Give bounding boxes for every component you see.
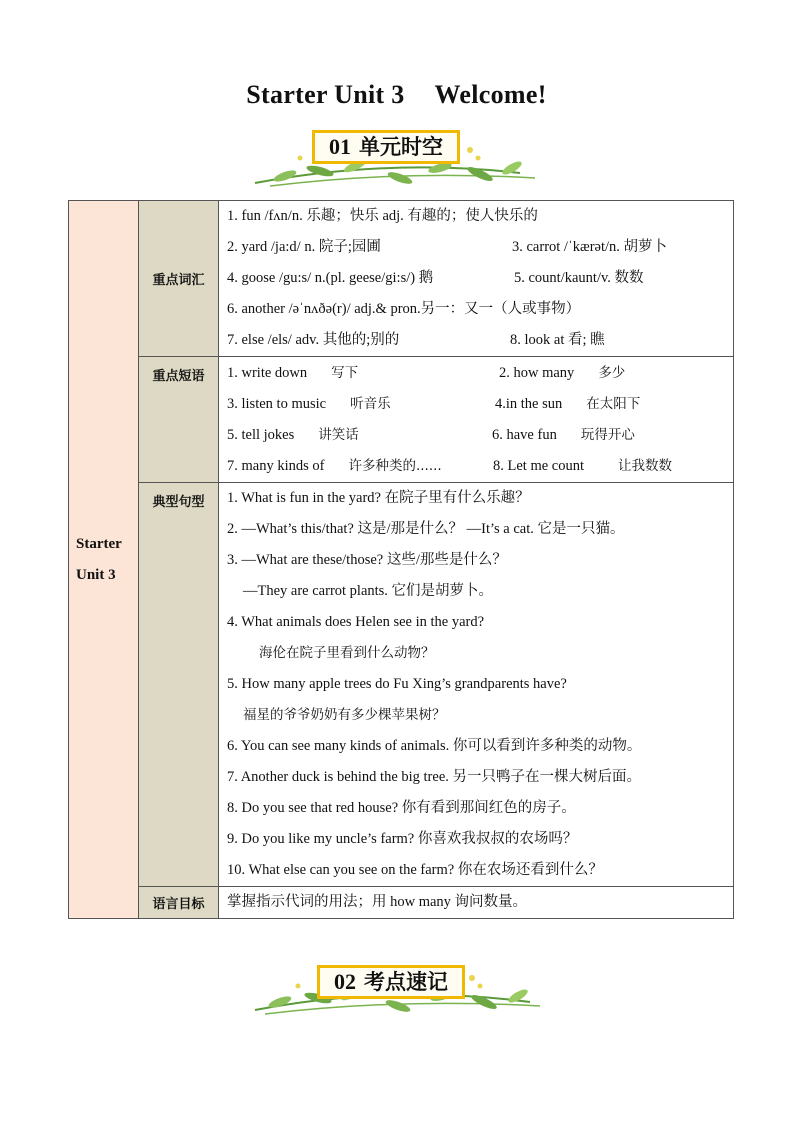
section-banner-01 <box>0 128 793 208</box>
unit-label-line2: Unit 3 <box>76 566 116 583</box>
phrase-have-fun: 6. have fun <box>492 426 557 443</box>
sentence-9: 9. Do you like my uncle’s farm? 你喜欢我叔叔的农场吗？ <box>227 831 578 847</box>
page-title <box>0 80 793 110</box>
section-heading-box <box>317 965 465 999</box>
phrase-tell-jokes: 5. tell jokes <box>227 426 295 443</box>
sentence-3-answer: —They are carrot plants. 它们是胡萝卜。 <box>243 583 494 599</box>
sentence-2: 2. —What’s this/that? 这是/那是什么？ —It’s a cat. 它是一只猫。 <box>227 521 625 537</box>
title-unit: Starter Unit 3 <box>246 80 405 109</box>
vocab-row-1: 1. fun /fʌn/n. 乐趣；快乐 adj. 有趣的；使人快乐的 <box>227 208 538 224</box>
goal-text: 掌握指示代词的用法；用 how many 询问数量。 <box>227 894 528 910</box>
phrases-label: 重点短语 <box>139 357 219 483</box>
sentence-10: 10. What else can you see on the farm? 你在农场还看到什么？ <box>227 862 603 878</box>
section-number: 02 <box>334 969 356 994</box>
phrases-cell <box>219 357 734 483</box>
sentence-6: 6. You can see many kinds of animals. 你可以看到许多种类的动物。 <box>227 738 642 754</box>
title-welcome: Welcome! <box>434 80 547 109</box>
phrase-row-3 <box>227 420 725 451</box>
sentence-5-cn: 福星的爷爷奶奶有多少棵苹果树？ <box>243 707 446 723</box>
vocab-else: 7. else /els/ adv. 其他的;别的 <box>227 332 400 348</box>
goal-cell <box>219 887 734 919</box>
phrase-let-me-count-cn: 让我数数 <box>618 457 673 474</box>
phrase-many-kinds-of: 7. many kinds of <box>227 457 325 474</box>
section-label: 单元时空 <box>359 135 443 159</box>
section-label: 考点速记 <box>364 970 448 994</box>
sentence-5: 5. How many apple trees do Fu Xing’s grandparents have? <box>227 676 567 692</box>
phrase-many-kinds-of-cn: 许多种类的...... <box>348 457 442 474</box>
vocab-row-3 <box>227 263 725 294</box>
unit-label-line1: Starter <box>76 535 122 552</box>
vocab-cell <box>219 201 734 357</box>
vocab-row-4: 6. another /əˈnʌðə(r)/ adj.& pron.另一：又一（人或事物） <box>227 301 581 317</box>
phrase-how-many-cn: 多少 <box>598 364 626 381</box>
phrase-tell-jokes-cn: 讲笑话 <box>318 426 359 443</box>
sentence-1: 1. What is fun in the yard? 在院子里有什么乐趣？ <box>227 490 530 506</box>
sentence-7: 7. Another duck is behind the big tree. 另一只鸭子在一棵大树后面。 <box>227 769 642 785</box>
unit-overview-table <box>68 200 734 919</box>
vocab-label: 重点词汇 <box>139 201 219 357</box>
sentence-8: 8. Do you see that red house? 你有看到那间红色的房子。 <box>227 800 576 816</box>
vocab-yard: 2. yard /ja:d/ n. 院子;园圃 <box>227 239 381 255</box>
section-heading-box <box>312 130 460 164</box>
phrase-let-me-count: 8. Let me count <box>493 457 585 474</box>
sentence-4-cn: 海伦在院子里看到什么动物？ <box>259 645 435 661</box>
phrase-in-the-sun-cn: 在太阳下 <box>586 395 641 412</box>
section-banner-02 <box>0 962 793 1042</box>
vocab-look-at: 8. look at 看; 瞧 <box>510 332 605 348</box>
vocab-carrot: 3. carrot /ˈkærət/n. 胡萝卜 <box>512 239 668 255</box>
sentences-label: 典型句型 <box>139 483 219 887</box>
phrase-in-the-sun: 4.in the sun <box>495 395 563 412</box>
section-number: 01 <box>329 134 351 159</box>
goal-label: 语言目标 <box>139 887 219 919</box>
phrase-row-4 <box>227 451 725 482</box>
phrase-write-down: 1. write down <box>227 364 308 381</box>
phrase-listen-to-music: 3. listen to music <box>227 395 327 412</box>
sentence-4: 4. What animals does Helen see in the yard? <box>227 614 485 630</box>
phrase-row-2 <box>227 389 725 420</box>
vocab-goose: 4. goose /gu:s/ n.(pl. geese/gi:s/) 鹅 <box>227 270 434 286</box>
phrase-have-fun-cn: 玩得开心 <box>580 426 635 443</box>
phrase-write-down-cn: 写下 <box>331 364 359 381</box>
phrase-how-many: 2. how many <box>499 364 575 381</box>
unit-label-cell <box>69 201 139 919</box>
vocab-row-5 <box>227 325 725 356</box>
sentence-3: 3. —What are these/those? 这些/那些是什么？ <box>227 552 507 568</box>
phrase-row-1 <box>227 358 725 389</box>
sentences-cell <box>219 483 734 887</box>
vocab-count: 5. count/kaunt/v. 数数 <box>514 270 644 286</box>
phrase-listen-to-music-cn: 听音乐 <box>350 395 391 412</box>
vocab-row-2 <box>227 232 725 263</box>
